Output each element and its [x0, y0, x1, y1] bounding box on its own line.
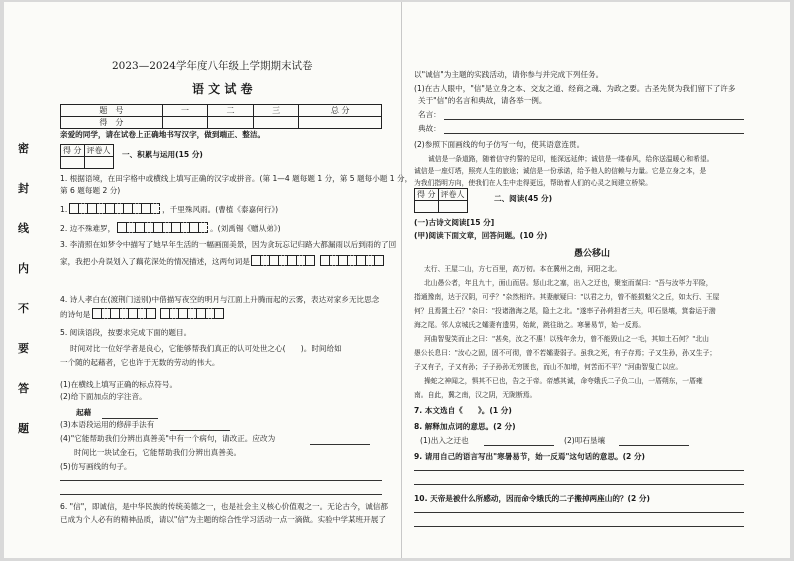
section-1-heading: 一、积累与运用(15 分) [122, 150, 203, 159]
question-text: 家，我把小舟误划入了藕花深处的情况描述，这两句词是 [60, 257, 250, 266]
question-text: 。(刘禹锡《赠从弟》) [210, 224, 281, 233]
story-answer-line[interactable] [444, 133, 744, 134]
grader-cell[interactable] [61, 157, 85, 169]
grader-box [60, 144, 114, 169]
answer-line[interactable] [60, 494, 382, 495]
subquestion: (1)在横线上填写正确的标点符号。 [60, 380, 178, 389]
intro-text: 亲爱的同学，请在试卷上正确地书写汉字，做到端正、整洁。 [60, 130, 266, 139]
task-intro: 以"诚信"为主题的实践活动，请你参与并完成下列任务。 [414, 70, 604, 79]
grader-cell[interactable] [438, 201, 467, 213]
subquestion: (3)本语段运用的修辞手法有 [60, 420, 155, 429]
answer-line[interactable] [414, 484, 744, 485]
grader-label: 得 分 [415, 189, 439, 201]
answer-grid[interactable] [70, 203, 160, 217]
essay-line: 河曲智叟笑而止之曰："甚矣，汝之不惠！以残年余力，曾不能毁山之一毛，其如土石何？"北山 [424, 335, 709, 343]
passage-line: 诚信是一座灯塔，照亮人生的旅途；诚信是一份承诺，给予他人的信赖与力量。它是立身之本，是 [414, 167, 707, 175]
subquestion: (1)出入之迂也 [420, 436, 469, 445]
score-cell[interactable] [253, 117, 299, 129]
score-header-cell: 题 号 [61, 105, 163, 117]
question-number: 1. [60, 205, 68, 214]
subsection-heading: (一)古诗文阅读[15 分] [414, 218, 495, 227]
instruction-line: 1. 根据语境，在田字格中或横线上填写正确的汉字或拼音。(第 1—4 题每题 1 分，第 5 题每小题 1 分， [60, 174, 413, 183]
seal-char: 要 [18, 342, 29, 355]
answer-line[interactable] [484, 445, 554, 446]
score-cell[interactable] [162, 117, 208, 129]
seal-char: 线 [18, 222, 29, 235]
answer-grid[interactable] [118, 222, 208, 236]
answer-grid[interactable] [321, 255, 384, 269]
essay-line: 愚公长息曰："汝心之固，固不可彻，曾不若孀妻弱子。虽我之死，有子存焉；子又生孙，孙又生子； [414, 349, 717, 357]
answer-grid[interactable] [161, 308, 224, 322]
question-2 [60, 222, 281, 236]
essay-line: 北山愚公者，年且九十，面山而居。惩山北之塞，出入之迂也，聚室而谋曰："吾与汝毕力平险， [424, 279, 713, 287]
passage-line: 时间比一块试金石，它能帮助我们分辨出真善美。 [74, 448, 242, 457]
subsection-heading: (甲)阅读下面文章，回答问题。(10 分) [414, 231, 548, 240]
answer-line[interactable] [310, 444, 370, 445]
grader-label: 评卷人 [84, 145, 113, 157]
grader-label: 评卷人 [438, 189, 467, 201]
essay-title: 愚公移山 [574, 249, 611, 259]
essay-line: 指通豫南，达于汉阴，可乎？"杂然相许。其妻献疑曰："以君之力，曾不能损魁父之丘，如太行、王屋 [414, 293, 720, 301]
essay-line: 子又有子，子又有孙；子子孙孙无穷匮也，而山不加增，何苦而不平？"河曲智叟亡以应。 [414, 363, 683, 371]
subquestion: (2)叩石垦壤 [564, 436, 606, 445]
task-line: 关于"信"的名言和典故，请各举一例。 [418, 96, 547, 105]
section-2-heading: 二、阅读(45 分) [494, 194, 553, 203]
score-cell[interactable] [208, 117, 254, 129]
answer-line[interactable] [414, 470, 744, 471]
question-text: 2. 边不殊难罗， [60, 224, 116, 233]
question-8: 8. 解释加点词的意思。(2 分) [414, 422, 516, 431]
seal-char: 不 [18, 302, 29, 315]
story-label: 典故： [418, 124, 441, 133]
seal-char: 封 [18, 182, 29, 195]
score-cell[interactable] [299, 117, 382, 129]
answer-line[interactable] [414, 526, 744, 527]
question-6: 6. "信"，即诚信，是中华民族的传统美德之一，也是社会主义核心价值观之一。无论古今，诚信都 [60, 502, 388, 511]
question-7: 7. 本文选自《 》。(1 分) [414, 406, 512, 415]
question-text: ，千里殊风雨。(曹植《泰嘉何行》) [162, 205, 279, 214]
score-table [60, 104, 382, 129]
subquestion: (5)仿写画线的句子。 [60, 462, 132, 471]
seal-char: 题 [18, 422, 29, 435]
task-line: (2)参照下面画线的句子仿写一句，使其语意连贯。 [414, 140, 585, 149]
essay-line: 太行、王屋二山，方七百里，高万仞。本在冀州之南，河阳之北。 [424, 265, 622, 273]
passage-line: 一个随的起藉者，它也许于无数的劳动的伟大。 [60, 358, 220, 367]
passage-line: 诚信是一条道路，随着信守约誓的足印，能深远延伸；诚信是一缕春风，给你送温暖心和希望。 [428, 155, 714, 163]
question-5: 5. 阅读语段，按要求完成下面的题目。 [60, 328, 192, 337]
question-10: 10. 天帝是被什么所感动，因而命令娥氏的二子搬掉两座山的？(2 分) [414, 494, 650, 503]
passage-line: 为我们指明方向，使我们在人生中走得更远，帮助着人们的心灵之间建立桥梁。 [414, 179, 652, 187]
page-fold-divider [401, 2, 402, 558]
subject-title: 语 文 试 卷 [192, 82, 253, 96]
score-header-cell: 总 分 [299, 105, 382, 117]
essay-line: 南。自此，冀之南，汉之阴，无陇断焉。 [414, 391, 537, 399]
question-text: 的诗句是 [60, 310, 91, 319]
passage-line: 时间对比一位好学者是良心，它能够帮我们真正的认可处世之心( )。时间给如 [70, 344, 342, 353]
essay-line: 何？且焉置土石？"杂曰："投诸渤海之尾，隐土之北。"遂率子孙荷担者三夫，叩石垦壤，箕畚运于渤 [414, 307, 716, 315]
answer-line[interactable] [60, 480, 382, 481]
score-header-cell: 三 [253, 105, 299, 117]
question-4: 4. 诗人孝白在(渡荆门送别)中借描写夜空的明月与江面上升腾而起的云雾，表达对家乡无比思念 [60, 295, 380, 304]
essay-line: 海之尾。邻人京城氏之孀妻有遗男，始龀，跳往助之。寒暑易节，始一反焉。 [414, 321, 646, 329]
question-1 [60, 203, 278, 217]
grader-cell[interactable] [415, 201, 439, 213]
question-3-continued [60, 255, 384, 269]
seal-char: 答 [18, 382, 29, 395]
answer-grid[interactable] [252, 255, 315, 269]
instruction-line: 第 6 题每题 2 分) [60, 186, 121, 195]
answer-line[interactable] [102, 418, 158, 419]
subquestion: (4)"它能帮助我们分辨出真善美"中有一个病句，请改正。应改为 [60, 434, 276, 443]
score-header-cell: 二 [208, 105, 254, 117]
grader-label: 得 分 [61, 145, 85, 157]
question-3: 3. 李清照在如梦令中描写了她早年生活的一幅画面美景，因为贪玩忘记归路大都漏雨以后到雨的了回 [60, 240, 397, 249]
grader-cell[interactable] [84, 157, 113, 169]
seal-char: 密 [18, 142, 29, 155]
task-line: (1)在古人眼中，"信"是立身之本、交友之道、经商之魂、为政之要。古圣先贤为我们留下了许多 [414, 84, 736, 93]
seal-char: 内 [18, 262, 29, 275]
score-row-label: 得 分 [61, 117, 163, 129]
answer-grid[interactable] [93, 308, 156, 322]
question-4-continued [60, 308, 224, 322]
grader-box [414, 188, 468, 213]
question-6-continued: 已成为个人必有的精神品质，请以"信"为主题的综合性学习活动一点一滴做。实验中学某班开展了 [60, 515, 386, 524]
essay-line: 操蛇之神闻之，惧其不已也，告之于帝。帝感其诚，命夸娥氏二子负二山，一厝朔东，一厝雍 [424, 377, 703, 385]
question-9: 9. 请用自己的语言写出"寒暑易节，始一反焉"这句话的意思。(2 分) [414, 452, 646, 461]
score-header-cell: 一 [162, 105, 208, 117]
exam-title: 2023—2024学年度八年级上学期期末试卷 [112, 60, 313, 72]
subquestion: (2)给下面加点的字注音。 [60, 392, 147, 401]
quote-answer-line[interactable] [444, 119, 744, 120]
exam-page [4, 2, 790, 558]
answer-line[interactable] [414, 512, 744, 513]
answer-line[interactable] [619, 445, 689, 446]
pinyin-word: 起藉 [76, 408, 92, 417]
answer-line[interactable] [170, 430, 230, 431]
quote-label: 名言： [418, 110, 441, 119]
